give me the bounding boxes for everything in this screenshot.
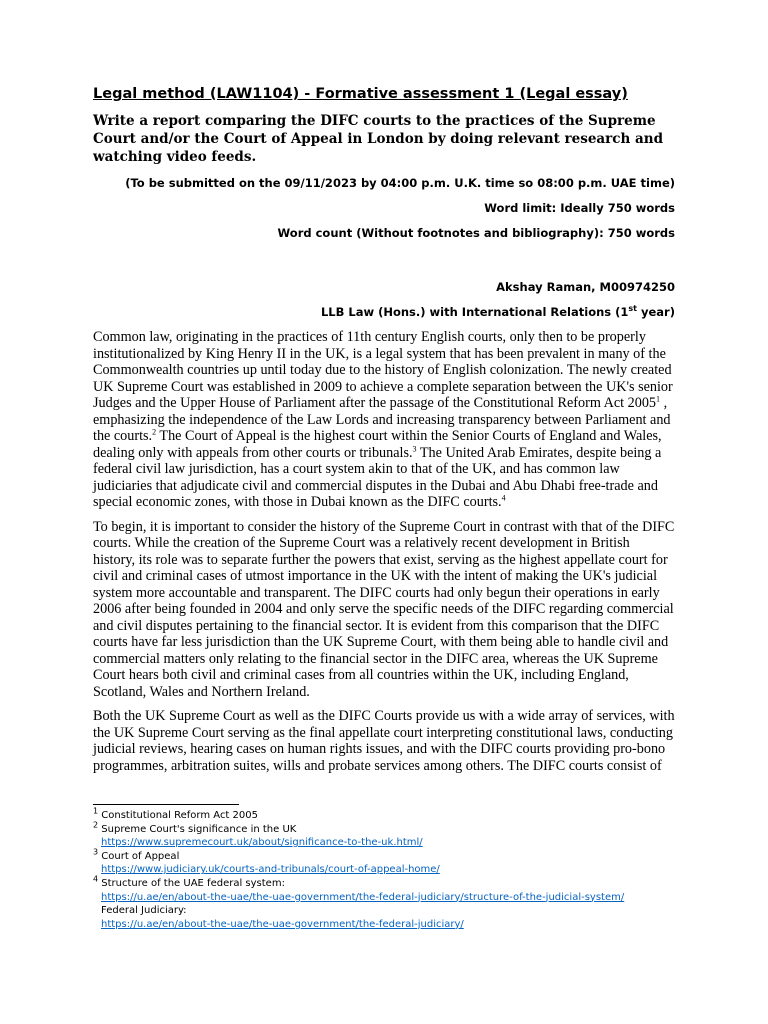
body-paragraph-2: To begin, it is important to consider the history of the Supreme Court in contrast with that of the DIFC courts. While the creation of the Supreme Court was a relatively recent development in British history, its role was to separate further the powers that exist, serving as the highest appellate court for civil and criminal cases of utmost importance in the UK with the intent of making the UK's judicial system more accountable and transparent. The DIFC courts had only begun their operations in early 2006 after being founded in 2004 and only serve the specific needs of the DIFC regarding commercial and civil disputes pertaining to the financial sector. It is evident from this comparison that the DIFC courts have far less jurisdiction than the UK Supreme Court, with them being able to handle civil and commercial matters only relating to the financial sector in the DIFC area, whereas the UK Supreme Court hears both civil and criminal cases from all countries within the UK, including England, Scotland, Wales and Northern Ireland. (93, 518, 675, 700)
program-line (93, 305, 675, 319)
footnote-text: Supreme Court's significance in the UK (101, 823, 297, 835)
footnote-3 (93, 847, 693, 864)
footnote-link[interactable]: https://u.ae/en/about-the-uae/the-uae-government/the-federal-judiciary/structure-of-the-judicial-system/ (101, 891, 625, 903)
author-line: Akshay Raman, M00974250 (496, 280, 675, 294)
body-paragraph-1 (93, 329, 675, 511)
footnote-3-link-line (93, 863, 693, 877)
footnote-number: 2 (93, 820, 99, 830)
footnote-ref-2[interactable]: 2 (152, 427, 157, 437)
footnote-ref-1[interactable]: 1 (656, 394, 661, 404)
footnote-ref-4[interactable]: 4 (501, 493, 506, 503)
footnote-2-link-line (93, 836, 693, 850)
footnote-link[interactable]: https://www.supremecourt.uk/about/significance-to-the-uk.html/ (101, 837, 423, 849)
footnote-link[interactable]: https://www.judiciary.uk/courts-and-tribunals/court-of-appeal-home/ (101, 864, 440, 876)
footnote-4 (93, 874, 693, 891)
paragraph-text: , emphasizing the independence of the Law Lords and increasing transparency between Parliament and the courts. (93, 395, 671, 444)
paragraph-text: The United Arab Emirates, despite being a federal civil law jurisdiction, has a court system akin to that of the UK, and has common law judiciaries that adjudicate civil and commercial disputes in the Dubai and Abu Dhabi free-trade and special economic zones, with those in Dubai known as the DIFC courts. (93, 444, 662, 510)
footnote-4-link2-line (93, 918, 693, 932)
footnote-ref-3[interactable]: 3 (412, 443, 417, 453)
footnote-1 (93, 806, 693, 823)
program-prefix: LLB Law (Hons.) with International Relations (1 (320, 305, 629, 319)
footnote-2 (93, 820, 693, 837)
footnote-separator (93, 804, 239, 805)
word-limit: Word limit: Ideally 750 words (484, 201, 675, 215)
document-page (93, 86, 675, 782)
word-count: Word count (Without footnotes and bibliography): 750 words (277, 226, 675, 240)
footnote-4-link-line (93, 891, 693, 905)
footnote-4-subheading: Federal Judiciary: (101, 905, 187, 917)
footnote-number: 4 (93, 874, 99, 884)
program-superscript: st (628, 304, 637, 314)
footnote-text: Court of Appeal (101, 850, 180, 862)
paragraph-text: The Court of Appeal is the highest court within the Senior Courts of England and Wales, dealing only with appeals from other courts or tribunals. (93, 428, 662, 461)
footnote-link[interactable]: https://u.ae/en/about-the-uae/the-uae-government/the-federal-judiciary/ (101, 918, 464, 930)
footnote-text: Constitutional Reform Act 2005 (101, 810, 258, 821)
footnote-number: 3 (93, 847, 99, 857)
submission-deadline: (To be submitted on the 09/11/2023 by 04:00 p.m. U.K. time so 08:00 p.m. UAE time) (125, 176, 675, 190)
footnote-number: 1 (93, 806, 99, 816)
essay-question: Write a report comparing the DIFC courts to the practices of the Supreme Court and/or the Court of Appeal in London by doing relevant research and watching video feeds. (93, 113, 664, 165)
paragraph-text: Common law, originating in the practices of 11th century English courts, only then to be properly institutionalized by King Henry II in the UK, is a legal system that has been prevalent in many of the Commonwealth countries up until today due to the history of English colonization. The newly created UK Supreme Court was established in 2009 to achieve a complete separation between the UK's senior Judges and the Upper House of Parliament after the passage of the Constitutional Reform Act 2005 (93, 329, 673, 411)
body-paragraph-3: Both the UK Supreme Court as well as the DIFC Courts provide us with a wide array of services, with the UK Supreme Court serving as the final appellate court interpreting constitutional laws, conducting judicial reviews, hearing cases on human rights issues, and with the DIFC courts providing pro-bono programmes, arbitration suites, wills and probate services among others. The DIFC courts consist of (93, 708, 675, 774)
footnotes-section (93, 806, 693, 931)
program-suffix: year) (637, 305, 675, 319)
footnote-text: Structure of the UAE federal system: (101, 877, 285, 889)
document-title: Legal method (LAW1104) - Formative assessment 1 (Legal essay) (93, 86, 628, 102)
